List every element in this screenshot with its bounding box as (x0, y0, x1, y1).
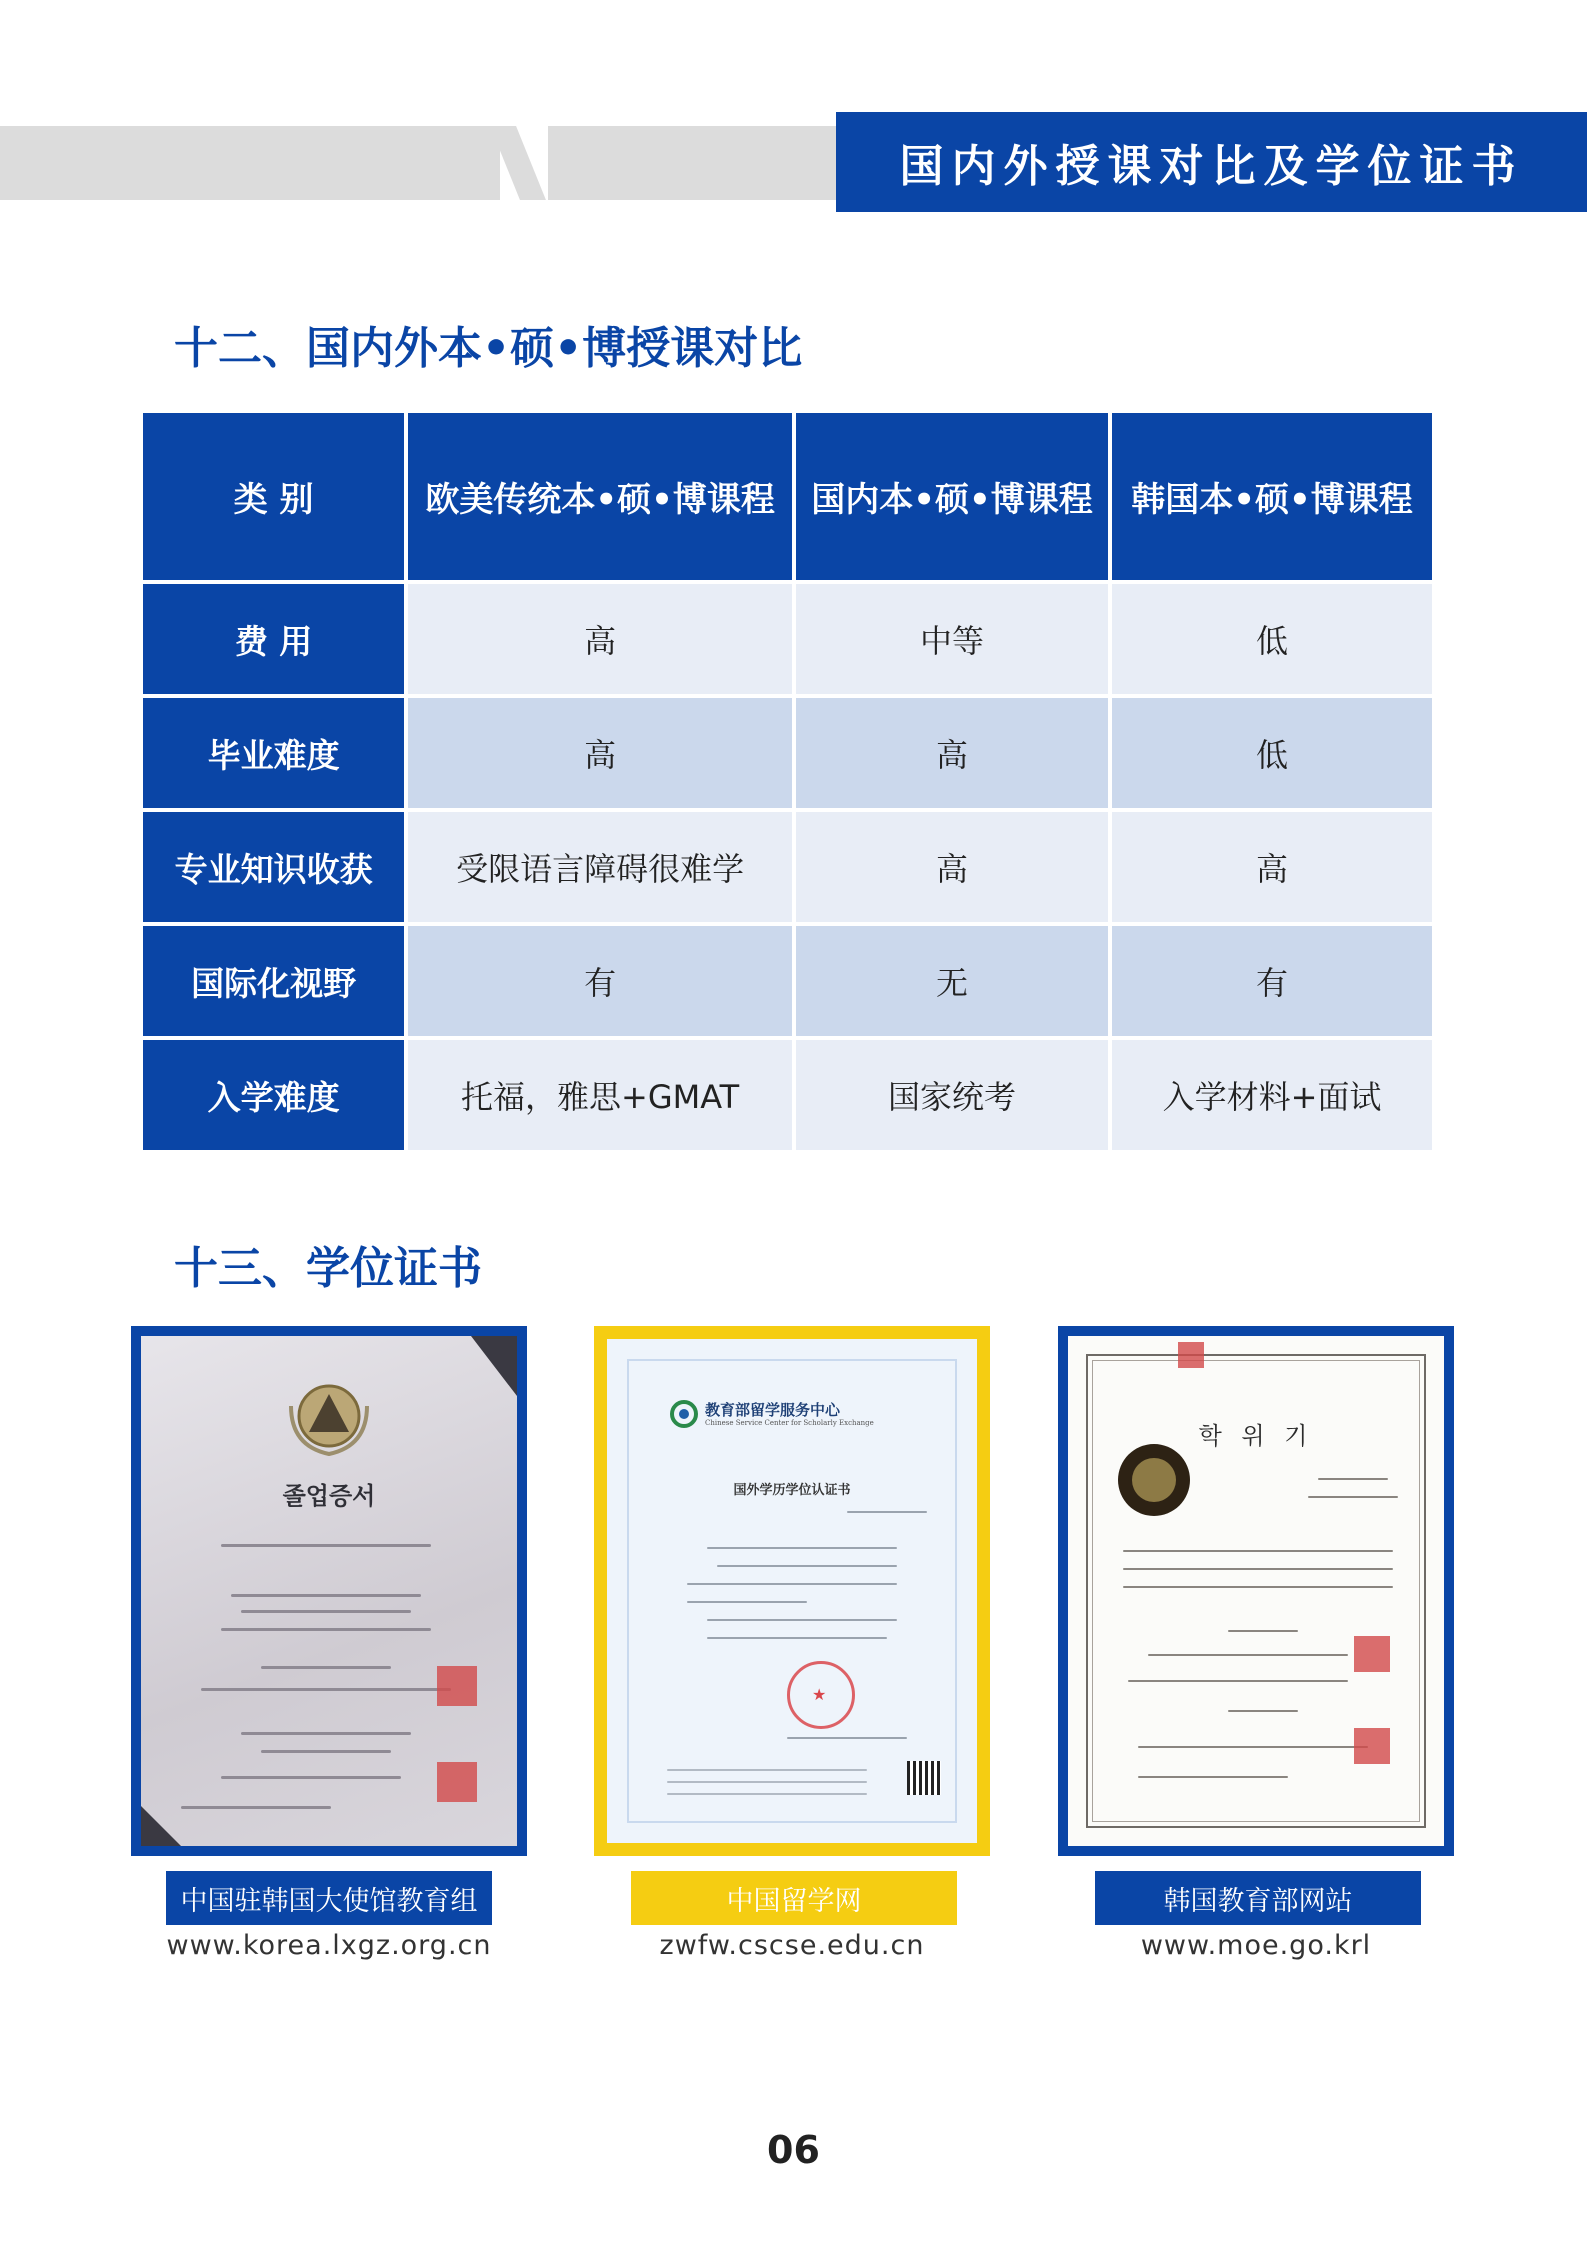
certificate-paper (1068, 1336, 1444, 1846)
table-cell: 国家统考 (796, 1040, 1108, 1150)
section-12-title: 十二、国内外本•硕•博授课对比 (174, 323, 803, 374)
page-number: 06 (767, 2128, 820, 2172)
table-cell: 有 (408, 926, 792, 1036)
table-cell: 无 (796, 926, 1108, 1036)
table-cell: 中等 (796, 584, 1108, 694)
header-banner (836, 112, 1587, 212)
certificate-url-embassy[interactable]: www.korea.lxgz.org.cn (166, 1930, 492, 1961)
row-label: 毕业难度 (143, 698, 404, 808)
gold-seal-icon (1114, 1440, 1194, 1520)
table-header-korea: 韩国本•硕•博课程 (1112, 413, 1432, 580)
row-label: 入学难度 (143, 1040, 404, 1150)
header-gray-band-right (548, 126, 838, 200)
table-cell: 托福，雅思+GMAT (408, 1040, 792, 1150)
certificate-org-en: Chinese Service Center for Scholarly Exchange (705, 1419, 874, 1427)
cscse-logo-icon (669, 1399, 699, 1429)
row-label: 国际化视野 (143, 926, 404, 1036)
table-row (143, 584, 1432, 694)
certificate-image-degree (1058, 1326, 1454, 1856)
table-header-domestic: 国内本•硕•博课程 (796, 413, 1108, 580)
certificate-paper: 教育部留学服务中心 Chinese Service Center for Scholarly Exchange 国外学历学位认证书 ★ (607, 1339, 977, 1843)
certificate-paper (141, 1336, 517, 1846)
header-banner-title: 国内外授课对比及学位证书 (899, 141, 1524, 192)
certificate-caption-cscse: 中国留学网 (631, 1871, 957, 1925)
row-label: 专业知识收获 (143, 812, 404, 922)
table-cell: 低 (1112, 584, 1432, 694)
table-cell: 高 (1112, 812, 1432, 922)
table-cell: 受限语言障碍很难学 (408, 812, 792, 922)
comparison-table (139, 409, 1436, 1154)
table-cell: 高 (796, 812, 1108, 922)
certificate-title: 학 위 기 (1198, 1422, 1314, 1450)
table-cell: 有 (1112, 926, 1432, 1036)
row-label: 费 用 (143, 584, 404, 694)
table-cell: 入学材料+面试 (1112, 1040, 1432, 1150)
table-row (143, 1040, 1432, 1150)
table-row (143, 698, 1432, 808)
table-cell: 高 (796, 698, 1108, 808)
section-13-title: 十三、学位证书 (174, 1243, 482, 1294)
table-header-category: 类 别 (143, 413, 404, 580)
certificate-title: 졸업증서 (282, 1481, 376, 1510)
table-cell: 高 (408, 698, 792, 808)
certificate-title: 国外学历学位认证书 (733, 1483, 851, 1498)
certificate-image-cscse (594, 1326, 990, 1856)
table-cell: 高 (408, 584, 792, 694)
table-header-western: 欧美传统本•硕•博课程 (408, 413, 792, 580)
certificate-caption-embassy: 中国驻韩国大使馆教育组 (166, 1871, 492, 1925)
certificate-image-graduation (131, 1326, 527, 1856)
certificate-url-moe[interactable]: www.moe.go.krl (1140, 1930, 1372, 1961)
certificate-org: 教育部留学服务中心 (705, 1401, 841, 1419)
certificate-caption-moe: 韩国教育部网站 (1095, 1871, 1421, 1925)
certificate-url-cscse[interactable]: zwfw.cscse.edu.cn (659, 1930, 925, 1961)
header-gray-band (0, 126, 500, 200)
table-cell: 低 (1112, 698, 1432, 808)
table-header-row (143, 413, 1432, 580)
table-row (143, 812, 1432, 922)
table-row (143, 926, 1432, 1036)
